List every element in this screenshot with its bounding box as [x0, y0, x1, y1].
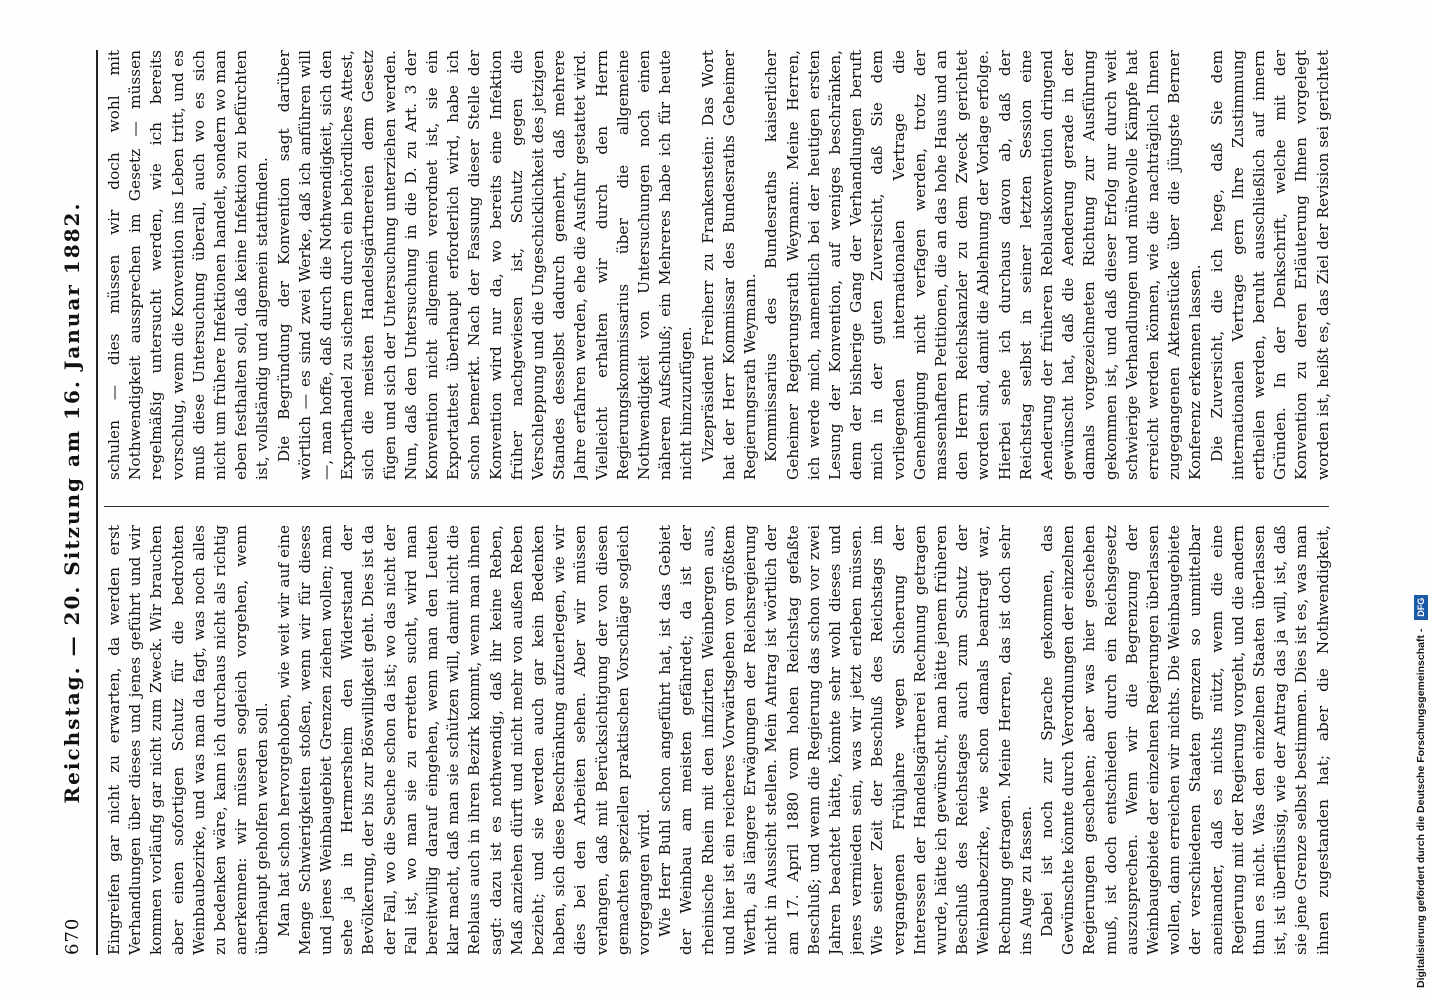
- paragraph: schulen — dies müssen wir doch wohl mit Nothwendigkeit aussprechen im Gesetz — müssen regelmäßig untersucht werden, wie ich bereits vorschlug, wenn die Konvention ins Leben tritt, und es muß diese Untersuchung überall, auch wo es sich nicht um frühere Infektionen handelt, sondern wo man eben festhalten soll, daß keine Infektion zu befürchten ist, vollständig und allgemein stattfinden.: [105, 50, 272, 480]
- page-number: 670: [62, 917, 83, 955]
- left-column: [104, 525, 1334, 955]
- paragraph: Dabei ist noch zur Sprache gekommen, das Gewünschte könnte durch Verordnungen der einzelnen Regierungen geschehen; aber was hier geschehen muß, ist doch entschieden durch ein Reichsgesetz auszusprechen. Wenn wir die Begrenzung der Weinbaugebiete der einzelnen Regierungen überlassen wollen, dann erreichen wir nichts. Die Weinbaugebiete der verschiedenen Staaten grenzen so unmittelbar aneinander, daß es nichts nützt, wenn die eine Regierung mit der Regierung vorgeht, und die andern thun es nicht. Was den einzelnen Staaten überlassen ist, ist überflüssig, wie der Antrag das ja will, ist, daß sie jene Grenze selbst bestimmen. Dies ist es, was man ihnen zugestanden hat; aber die Nothwendigkeit,: [1037, 525, 1332, 955]
- paragraph: Die Begründung der Konvention sagt darüber wörtlich — es sind zwei Werke, daß ich anführen will —, man hoffe, daß durch die Nothwendigkeit, sich den Exporthandel zu sichern durch ein behördliches Attest, sich die meisten Handelsgärtnereien dem Gesetz fügen und sich der Untersuchung unterziehen werden. Nun, daß den Untersuchung in die D. zu Art. 3 der Konvention nicht allgemein verordnet ist, sie ein Exportattest überhaupt erforderlich wird, habe ich schon bemerkt. Nach der Fassung dieser Stelle der Konvention wird nur da, wo bereits eine Infektion früher nachgewiesen ist, Schutz gegen die Verschleppung und die Ungeschicklichkeit des jetzigen Standes desselbst dadurch gemehrt, daß mehrere Jahre erfahren werden, ehe die Ausfuhr gestattet wird. Vielleicht erhalten wir durch den Herrn Regierungskommissarius über die allgemeine Nothwendigkeit von Untersuchungen noch einen näheren Aufschluß; ein Mehreres habe ich für heute nicht hinzuzufügen.: [274, 50, 696, 480]
- paragraph: Kommissarius des Bundesraths kaiserlicher Geheimer Regierungsrath Weymann: Meine Herren, ich werde mich, namentlich bei der heutigen ersten Lesung der Konvention, auf weniges beschränken, denn der bisherige Gang der Verhandlungen beruft mich in der guten Zuversicht, daß Sie dem vorliegenden internationalen Vertrage die Genehmigung nicht verfagen werden, trotz der massenhaften Petitionen, die an das hohe Haus und an den Herrn Reichskanzler zu dem Zweck gerichtet worden sind, damit die Ablehnung der Vorlage erfolge. Hierbei sehe ich durchaus davon ab, daß der Reichstag selbst in seiner letzten Session eine Aenderung der früheren Reblauskonvention dringend gewünscht hat, daß die Aenderung gerade in der damals vorgezeichneten Richtung zur Ausführung gekommen ist, und daß dieser Erfolg nur durch weit schwierige Verhandlungen und mühevolle Kämpfe hat erreicht werden können, wie die nachträglich Ihnen zugegangenen Aktenstücke über die jüngste Berner Konferenz erkennen lassen.: [762, 50, 1205, 480]
- credit-text: Digitalisierung gefördert durch die Deutsche Forschungsgemeinschaft -: [1415, 628, 1427, 988]
- running-title: Reichstag. — 20. Sitzung am 16. Januar 1882.: [60, 201, 84, 804]
- paragraph: Man hat schon hervorgehoben, wie weit wir auf eine Menge Schwierigkeiten stoßen, wenn wir für dieses und jenes Weinbaugebiet Grenzen ziehen wollen; man sehe ja in Hermersheim den Widerstand der Bevölkerung, der bis zur Böswilligkeit geht. Dies ist da der Fall, wo die Seuche schon da ist; wo das nicht der Fall ist, wo man sie zu erretten sucht, wird man bereitwillig darauf eingehen, wenn man den Leuten klar macht, daß man sie schützen will, damit nicht die Reblaus auch in ihren Bezirk kommt, wenn man ihnen sagt: dazu ist es nothwendig, daß ihr keine Reben, Maß anziehen dürft und nicht mehr von außen Reben bezieht; und sie werden auch gar kein Bedenken haben, sich diese Beschränkung aufzuerlegen, wie wir dies bei den Arbeiten sehen. Aber wir müssen verlangen, daß mit Berücksichtigung der von diesen gemachten speziellen praktischen Vorschläge sogleich vorgegangen wird.: [274, 525, 654, 955]
- paragraph: Die Zuversicht, die ich hege, daß Sie dem internationalen Vertrage gern Ihre Zustimmung ertheilen werden, beruht ausschließlich auf innern Gründen. In der Denkschrift, welche mit der Konvention zu deren Erläuterung Ihnen vorgelegt worden ist, heißt es, das Ziel der Revision sei gerichtet: [1207, 50, 1332, 480]
- paragraph: Vizepräsident Freiherr zu Frankenstein: Das Wort hat der Herr Kommissar des Bundesraths Geheimer Regierungsrath Weymann.: [698, 50, 760, 480]
- paragraph: Eingreifen gar nicht zu erwarten, da werden erst Verhandlungen über dieses und jenes geführt und wir kommen vorläufig gar nicht zum Zweck. Wir brauchen aber einen sofortigen Schutz für die bedrohten Weinbaubezirke, und was man da fagt, was noch alles zu bedenken wäre, kann ich durchaus nicht als richtig anerkennen: wir müssen sogleich vorgehen, wenn überhaupt geholfen werden soll.: [105, 525, 272, 955]
- dfg-logo-badge: DFG: [1414, 595, 1428, 620]
- column-divider: [104, 506, 1329, 507]
- digitization-credit: [1410, 8, 1432, 988]
- page-header: [58, 50, 92, 955]
- paragraph: Wie Herr Buhl schon angeführt hat, ist das Gebiet der Weinbau am meisten gefährdet; da ist der rheinische Rhein mit den infizirten Weinbergen aus, und hier ist ein reicheres Vorwärtsgehen von größtem Werth, als längere Erwägungen der Reichsregierung nicht in Aussicht stellen. Mein Antrag ist wörtlich der am 17. April 1880 vom hohen Reichstag gefaßte Beschluß; und wenn die Regierung das schon vor zwei Jahren beachtet hätte, könnte sehr wohl dieses und jenes vermieden sein, was wir jetzt erleben müssen. Wie seiner Zeit der Beschluß des Reichstags im vergangenen Frühjahre wegen Sicherung der Interessen der Handelsgärtnerei Rechnung getragen wurde, hätte ich gewünscht, man hätte jenem früheren Beschluß des Reichstages auch zum Schutz der Weinbaubezirke, wie schon damals beantragt war, Rechnung getragen. Meine Herren, das ist doch sehr ins Auge zu fassen.: [656, 525, 1035, 955]
- header-rule: [96, 50, 98, 955]
- right-column: [104, 50, 1334, 480]
